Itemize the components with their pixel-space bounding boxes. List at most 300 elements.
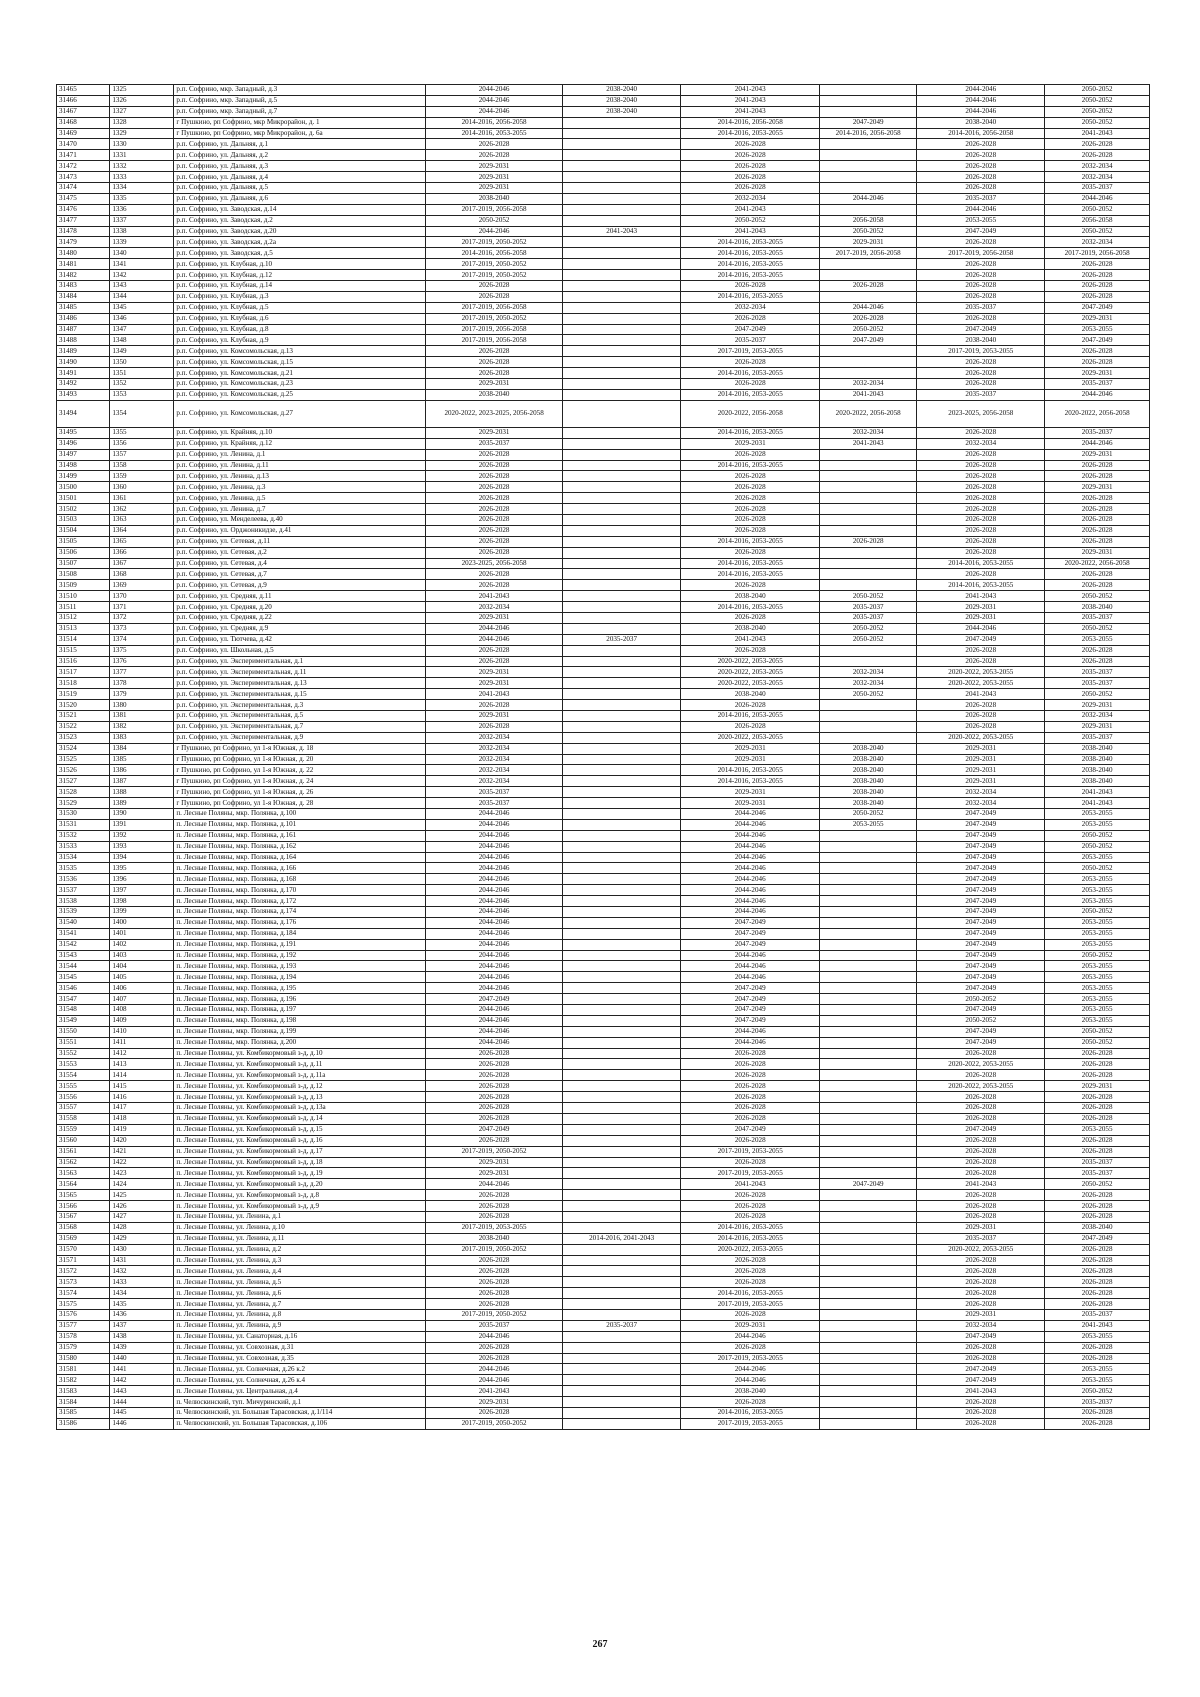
table-cell [820, 460, 917, 471]
table-cell: 2020-2022, 2053-2055 [681, 656, 820, 667]
table-cell: п. Лесные Поляны, ул. Санаторная, д.16 [174, 1331, 426, 1342]
table-cell: 2035-2037 [1045, 612, 1150, 623]
table-row [57, 1092, 1150, 1103]
table-cell: 2026-2028 [426, 569, 563, 580]
table-cell: 2014-2016, 2053-2055 [681, 368, 820, 379]
table-cell [562, 841, 680, 852]
table-cell: р.п. Софрино, ул. Экспериментальная, д.3 [174, 700, 426, 711]
table-cell: 2038-2040 [917, 335, 1045, 346]
table-cell [562, 460, 680, 471]
table-cell: 2017-2019, 2056-2058 [426, 204, 563, 215]
table-cell: 2029-2031 [1045, 449, 1150, 460]
table-cell: 1372 [110, 612, 174, 623]
table-cell: 2020-2022, 2023-2025, 2056-2058 [426, 400, 563, 427]
table-cell: 31554 [57, 1070, 110, 1081]
table-cell [562, 1288, 680, 1299]
table-row [57, 1015, 1150, 1026]
table-row [57, 809, 1150, 820]
table-row [57, 547, 1150, 558]
table-cell: 2035-2037 [1045, 1157, 1150, 1168]
table-cell: 2047-2049 [917, 1026, 1045, 1037]
table-cell: 2050-2052 [820, 324, 917, 335]
table-cell: 2044-2046 [426, 939, 563, 950]
table-cell: 2047-2049 [917, 928, 1045, 939]
table-cell: г Пушкино, рп Софрино, ул 1-я Южная, д. 18 [174, 743, 426, 754]
table-cell: 1379 [110, 689, 174, 700]
table-cell: 2053-2055 [1045, 634, 1150, 645]
table-cell: 2026-2028 [426, 1190, 563, 1201]
table-cell [562, 449, 680, 460]
table-cell: 2026-2028 [1045, 525, 1150, 536]
table-cell: 31523 [57, 732, 110, 743]
table-cell: 2044-2046 [681, 896, 820, 907]
table-cell: 2026-2028 [917, 357, 1045, 368]
table-cell: 1351 [110, 368, 174, 379]
table-cell [562, 1418, 680, 1429]
table-cell: 31506 [57, 547, 110, 558]
table-cell: 1399 [110, 907, 174, 918]
table-cell: 2026-2028 [681, 580, 820, 591]
table-cell: 2047-2049 [917, 950, 1045, 961]
table-cell: 2026-2028 [681, 1157, 820, 1168]
table-row [57, 994, 1150, 1005]
table-cell: 31568 [57, 1222, 110, 1233]
table-cell [820, 106, 917, 117]
table-cell [820, 874, 917, 885]
table-cell: 31575 [57, 1299, 110, 1310]
table-cell: 1414 [110, 1070, 174, 1081]
table-cell: 2026-2028 [1045, 1092, 1150, 1103]
table-cell: 2026-2028 [1045, 569, 1150, 580]
table-cell [562, 1353, 680, 1364]
table-cell: 2026-2028 [1045, 270, 1150, 281]
table-cell: п. Лесные Поляны, мкр. Полянка, д.196 [174, 994, 426, 1005]
table-cell: 31481 [57, 259, 110, 270]
table-cell: 1392 [110, 830, 174, 841]
table-cell: 2026-2028 [917, 1407, 1045, 1418]
table-row [57, 645, 1150, 656]
table-row [57, 270, 1150, 281]
table-cell: п. Лесные Поляны, мкр. Полянка, д.194 [174, 972, 426, 983]
table-cell: 2026-2028 [917, 449, 1045, 460]
table-cell: п. Лесные Поляны, ул. Комбикормовый з-д, д.17 [174, 1146, 426, 1157]
table-cell: 2026-2028 [820, 536, 917, 547]
table-row [57, 1233, 1150, 1244]
table-cell [562, 1255, 680, 1266]
table-cell: 2035-2037 [1045, 732, 1150, 743]
table-cell: 2017-2019, 2050-2052 [426, 1418, 563, 1429]
table-cell: 2026-2028 [917, 1288, 1045, 1299]
table-cell: 2044-2046 [681, 1331, 820, 1342]
table-cell: 1349 [110, 346, 174, 357]
table-cell [562, 1081, 680, 1092]
table-cell [820, 1375, 917, 1386]
table-cell: 1355 [110, 427, 174, 438]
table-cell: 2047-2049 [681, 1124, 820, 1135]
table-cell: 2050-2052 [820, 226, 917, 237]
table-cell: 2026-2028 [917, 569, 1045, 580]
table-cell [562, 1331, 680, 1342]
table-cell: 2035-2037 [1045, 183, 1150, 194]
table-cell [820, 493, 917, 504]
table-cell [562, 161, 680, 172]
table-cell: 31564 [57, 1179, 110, 1190]
table-cell: 1366 [110, 547, 174, 558]
table-cell: 1393 [110, 841, 174, 852]
table-row [57, 743, 1150, 754]
table-cell [562, 1168, 680, 1179]
table-cell: 2047-2049 [681, 1005, 820, 1016]
table-cell: 1350 [110, 357, 174, 368]
table-cell: 1373 [110, 623, 174, 634]
table-cell: 2017-2019, 2056-2058 [426, 335, 563, 346]
table-cell: 2026-2028 [1045, 1048, 1150, 1059]
table-cell: 31517 [57, 667, 110, 678]
table-cell: п. Лесные Поляны, мкр. Полянка, д.193 [174, 961, 426, 972]
table-cell [562, 1048, 680, 1059]
table-cell: 2050-2052 [1045, 1026, 1150, 1037]
table-cell: 31561 [57, 1146, 110, 1157]
table-cell: п. Лесные Поляны, ул. Комбикормовый з-д, д.11 [174, 1059, 426, 1070]
table-cell: 2014-2016, 2056-2058 [426, 248, 563, 259]
table-cell: 2026-2028 [681, 1135, 820, 1146]
table-cell: 2026-2028 [681, 645, 820, 656]
table-cell: 2026-2028 [917, 1168, 1045, 1179]
table-cell: 2014-2016, 2053-2055 [681, 602, 820, 613]
table-cell [820, 1299, 917, 1310]
table-row [57, 95, 1150, 106]
table-row [57, 193, 1150, 204]
table-cell: 2029-2031 [681, 743, 820, 754]
table-cell: п. Лесные Поляны, мкр. Полянка, д.168 [174, 874, 426, 885]
table-cell: 2026-2028 [1045, 1070, 1150, 1081]
table-cell: 31492 [57, 379, 110, 390]
table-cell: 2047-2049 [917, 983, 1045, 994]
table-cell: 2026-2028 [917, 1255, 1045, 1266]
table-cell: 2038-2040 [562, 85, 680, 96]
table-cell [562, 863, 680, 874]
table-cell: р.п. Софрино, ул. Заводская, д.2 [174, 215, 426, 226]
table-cell: 2044-2046 [426, 809, 563, 820]
table-cell: 31563 [57, 1168, 110, 1179]
table-row [57, 504, 1150, 515]
table-cell: 31573 [57, 1277, 110, 1288]
table-cell [562, 819, 680, 830]
table-cell: 2035-2037 [820, 602, 917, 613]
table-cell [562, 248, 680, 259]
table-cell: 2044-2046 [426, 819, 563, 830]
table-cell [562, 852, 680, 863]
table-cell: 2026-2028 [426, 357, 563, 368]
table-cell: 2026-2028 [681, 1277, 820, 1288]
table-cell: 2026-2028 [917, 368, 1045, 379]
table-cell: 2029-2031 [1045, 368, 1150, 379]
table-cell: 2047-2049 [820, 117, 917, 128]
table-cell: 2035-2037 [426, 787, 563, 798]
table-cell: 1364 [110, 525, 174, 536]
table-row [57, 580, 1150, 591]
table-cell: 2041-2043 [681, 634, 820, 645]
table-cell: 2026-2028 [681, 471, 820, 482]
table-cell: 2026-2028 [1045, 460, 1150, 471]
table-cell: 2050-2052 [917, 994, 1045, 1005]
table-cell: 2035-2037 [681, 335, 820, 346]
table-cell: п. Лесные Поляны, мкр. Полянка, д.170 [174, 885, 426, 896]
table-row [57, 1103, 1150, 1114]
table-cell [820, 368, 917, 379]
table-row [57, 1005, 1150, 1016]
table-cell [562, 536, 680, 547]
table-cell [562, 994, 680, 1005]
table-cell [562, 1386, 680, 1397]
table-cell: 2029-2031 [820, 237, 917, 248]
table-cell: 2020-2022, 2053-2055 [917, 667, 1045, 678]
table-cell: 1328 [110, 117, 174, 128]
table-cell: 2014-2016, 2053-2055 [681, 536, 820, 547]
table-cell: 2047-2049 [917, 863, 1045, 874]
table-cell: 2020-2022, 2053-2055 [917, 1059, 1045, 1070]
table-cell: р.п. Софрино, ул. Экспериментальная, д.13 [174, 678, 426, 689]
table-cell: 2038-2040 [1045, 776, 1150, 787]
table-cell: 2053-2055 [1045, 885, 1150, 896]
table-cell: 31465 [57, 85, 110, 96]
table-cell: п. Лесные Поляны, ул. Комбикормовый з-д, д.15 [174, 1124, 426, 1135]
table-cell: 2047-2049 [681, 994, 820, 1005]
table-cell [562, 150, 680, 161]
table-cell: 2029-2031 [917, 602, 1045, 613]
table-cell: 2026-2028 [426, 291, 563, 302]
table-cell: р.п. Софрино, ул. Дальняя, д.2 [174, 150, 426, 161]
table-cell: 2014-2016, 2041-2043 [562, 1233, 680, 1244]
table-cell [820, 547, 917, 558]
table-cell: 2044-2046 [426, 961, 563, 972]
table-cell: п. Лесные Поляны, ул. Ленина, д.5 [174, 1277, 426, 1288]
table-cell [562, 504, 680, 515]
table-cell: г Пушкино, рп Софрино, ул 1-я Южная, д. 22 [174, 765, 426, 776]
table-cell: 1442 [110, 1375, 174, 1386]
table-row [57, 525, 1150, 536]
table-cell: 31485 [57, 302, 110, 313]
table-cell: 2029-2031 [1045, 547, 1150, 558]
table-cell: 2047-2049 [426, 1124, 563, 1135]
table-cell: 1401 [110, 928, 174, 939]
table-cell [820, 569, 917, 580]
table-cell: 1444 [110, 1397, 174, 1408]
table-cell [562, 346, 680, 357]
table-cell: 31524 [57, 743, 110, 754]
table-cell: 31479 [57, 237, 110, 248]
table-cell: 31577 [57, 1320, 110, 1331]
table-row [57, 1331, 1150, 1342]
table-cell: 1359 [110, 471, 174, 482]
table-cell: 2032-2034 [820, 678, 917, 689]
table-cell [820, 504, 917, 515]
table-cell: 2044-2046 [426, 1331, 563, 1342]
table-cell: 2038-2040 [426, 193, 563, 204]
table-cell [562, 1211, 680, 1222]
table-cell [562, 787, 680, 798]
table-cell: 1340 [110, 248, 174, 259]
table-cell: 2053-2055 [1045, 1005, 1150, 1016]
table-cell: 1409 [110, 1015, 174, 1026]
table-cell: 2026-2028 [1045, 1190, 1150, 1201]
table-cell: 2026-2028 [917, 514, 1045, 525]
table-row [57, 852, 1150, 863]
table-cell: 2044-2046 [917, 623, 1045, 634]
table-cell: 2026-2028 [1045, 1135, 1150, 1146]
table-cell: 2026-2028 [917, 1146, 1045, 1157]
table-cell: 2047-2049 [820, 335, 917, 346]
table-cell: 2026-2028 [917, 1092, 1045, 1103]
table-cell [820, 346, 917, 357]
table-cell: 2026-2028 [426, 1103, 563, 1114]
table-cell [820, 710, 917, 721]
table-cell: 2047-2049 [917, 885, 1045, 896]
table-cell: 2026-2028 [681, 1081, 820, 1092]
table-cell: 2044-2046 [426, 885, 563, 896]
table-cell: 1376 [110, 656, 174, 667]
table-row [57, 1037, 1150, 1048]
table-cell: 2026-2028 [1045, 139, 1150, 150]
table-cell: 2047-2049 [681, 324, 820, 335]
table-cell: 2029-2031 [1045, 700, 1150, 711]
table-cell [562, 972, 680, 983]
table-cell: 31478 [57, 226, 110, 237]
table-cell: 2026-2028 [1045, 1244, 1150, 1255]
table-row [57, 150, 1150, 161]
table-cell: 31553 [57, 1059, 110, 1070]
table-cell: 2050-2052 [1045, 85, 1150, 96]
table-cell: 2026-2028 [917, 493, 1045, 504]
table-cell: 31510 [57, 591, 110, 602]
table-cell: 2026-2028 [917, 1211, 1045, 1222]
table-cell: г Пушкино, рп Софрино, мкр Микрорайон, д. 1 [174, 117, 426, 128]
table-cell: 2050-2052 [1045, 95, 1150, 106]
table-cell: р.п. Софрино, ул. Экспериментальная, д.5 [174, 710, 426, 721]
table-cell: 2038-2040 [820, 765, 917, 776]
table-cell: р.п. Софрино, мкр. Западный, д.3 [174, 85, 426, 96]
table-row [57, 689, 1150, 700]
table-cell: 2017-2019, 2050-2052 [426, 1309, 563, 1320]
table-cell: 1423 [110, 1168, 174, 1179]
table-row [57, 1386, 1150, 1397]
table-cell [562, 117, 680, 128]
table-cell: 2020-2022, 2053-2055 [681, 1244, 820, 1255]
table-cell: 31528 [57, 787, 110, 798]
table-row [57, 161, 1150, 172]
table-cell: 2035-2037 [1045, 427, 1150, 438]
table-cell: 2041-2043 [1045, 798, 1150, 809]
table-cell [562, 438, 680, 449]
table-cell [562, 602, 680, 613]
table-cell [820, 1266, 917, 1277]
table-cell: 1353 [110, 389, 174, 400]
table-cell: 1329 [110, 128, 174, 139]
table-cell: 2026-2028 [917, 536, 1045, 547]
table-cell: 2044-2046 [820, 302, 917, 313]
table-cell: 2014-2016, 2053-2055 [681, 1233, 820, 1244]
table-cell: 1418 [110, 1113, 174, 1124]
table-cell: 2038-2040 [1045, 1222, 1150, 1233]
table-cell: п. Лесные Поляны, ул. Ленина, д.4 [174, 1266, 426, 1277]
table-cell: 2026-2028 [426, 482, 563, 493]
table-cell: 2050-2052 [1045, 204, 1150, 215]
table-cell: 31548 [57, 1005, 110, 1016]
table-cell: 2053-2055 [1045, 1331, 1150, 1342]
table-cell: п. Лесные Поляны, мкр. Полянка, д.184 [174, 928, 426, 939]
table-cell: п. Лесные Поляны, ул. Ленина, д.2 [174, 1244, 426, 1255]
table-row [57, 896, 1150, 907]
table-cell [562, 368, 680, 379]
table-cell: 1356 [110, 438, 174, 449]
table-cell: 2017-2019, 2053-2055 [681, 1299, 820, 1310]
table-cell: 2050-2052 [820, 634, 917, 645]
table-cell [820, 961, 917, 972]
table-cell: 1431 [110, 1255, 174, 1266]
table-cell: 2047-2049 [917, 830, 1045, 841]
table-cell: 2026-2028 [426, 471, 563, 482]
table-cell: 2026-2028 [917, 379, 1045, 390]
table-cell: п. Челюскинский, ул. Большая Тарасовская, д.106 [174, 1418, 426, 1429]
table-cell: 2041-2043 [917, 689, 1045, 700]
table-cell: 31515 [57, 645, 110, 656]
table-cell [562, 1364, 680, 1375]
table-cell [820, 907, 917, 918]
table-cell: 2041-2043 [820, 438, 917, 449]
table-cell: 2053-2055 [1045, 1015, 1150, 1026]
table-cell [562, 270, 680, 281]
table-cell: 2044-2046 [681, 972, 820, 983]
table-cell: 2026-2028 [917, 281, 1045, 292]
table-cell: 31558 [57, 1113, 110, 1124]
table-cell [820, 471, 917, 482]
table-cell: 1341 [110, 259, 174, 270]
table-cell: 31537 [57, 885, 110, 896]
table-cell [820, 1081, 917, 1092]
table-row [57, 634, 1150, 645]
table-cell: 1380 [110, 700, 174, 711]
table-row [57, 427, 1150, 438]
table-cell [562, 1407, 680, 1418]
table-cell: 2026-2028 [917, 1299, 1045, 1310]
table-row [57, 623, 1150, 634]
table-cell: 2041-2043 [681, 1179, 820, 1190]
table-cell: 2041-2043 [681, 95, 820, 106]
table-cell: 2026-2028 [426, 1407, 563, 1418]
table-cell: 2044-2046 [820, 193, 917, 204]
table-cell: 2029-2031 [426, 427, 563, 438]
table-cell: п. Лесные Поляны, мкр. Полянка, д.162 [174, 841, 426, 852]
table-cell [820, 525, 917, 536]
table-cell: 2026-2028 [681, 1309, 820, 1320]
table-cell [562, 237, 680, 248]
table-cell: 31486 [57, 313, 110, 324]
table-cell: 2044-2046 [426, 1179, 563, 1190]
table-row [57, 183, 1150, 194]
table-cell: 2038-2040 [1045, 754, 1150, 765]
table-cell [562, 645, 680, 656]
table-cell: 1405 [110, 972, 174, 983]
table-cell: 2017-2019, 2056-2058 [1045, 248, 1150, 259]
table-cell [562, 302, 680, 313]
table-cell: 2026-2028 [1045, 1277, 1150, 1288]
table-cell: 2026-2028 [917, 1157, 1045, 1168]
table-row [57, 1168, 1150, 1179]
table-cell [562, 324, 680, 335]
table-cell: 1370 [110, 591, 174, 602]
table-cell: 2026-2028 [681, 612, 820, 623]
table-cell: 2026-2028 [917, 1266, 1045, 1277]
